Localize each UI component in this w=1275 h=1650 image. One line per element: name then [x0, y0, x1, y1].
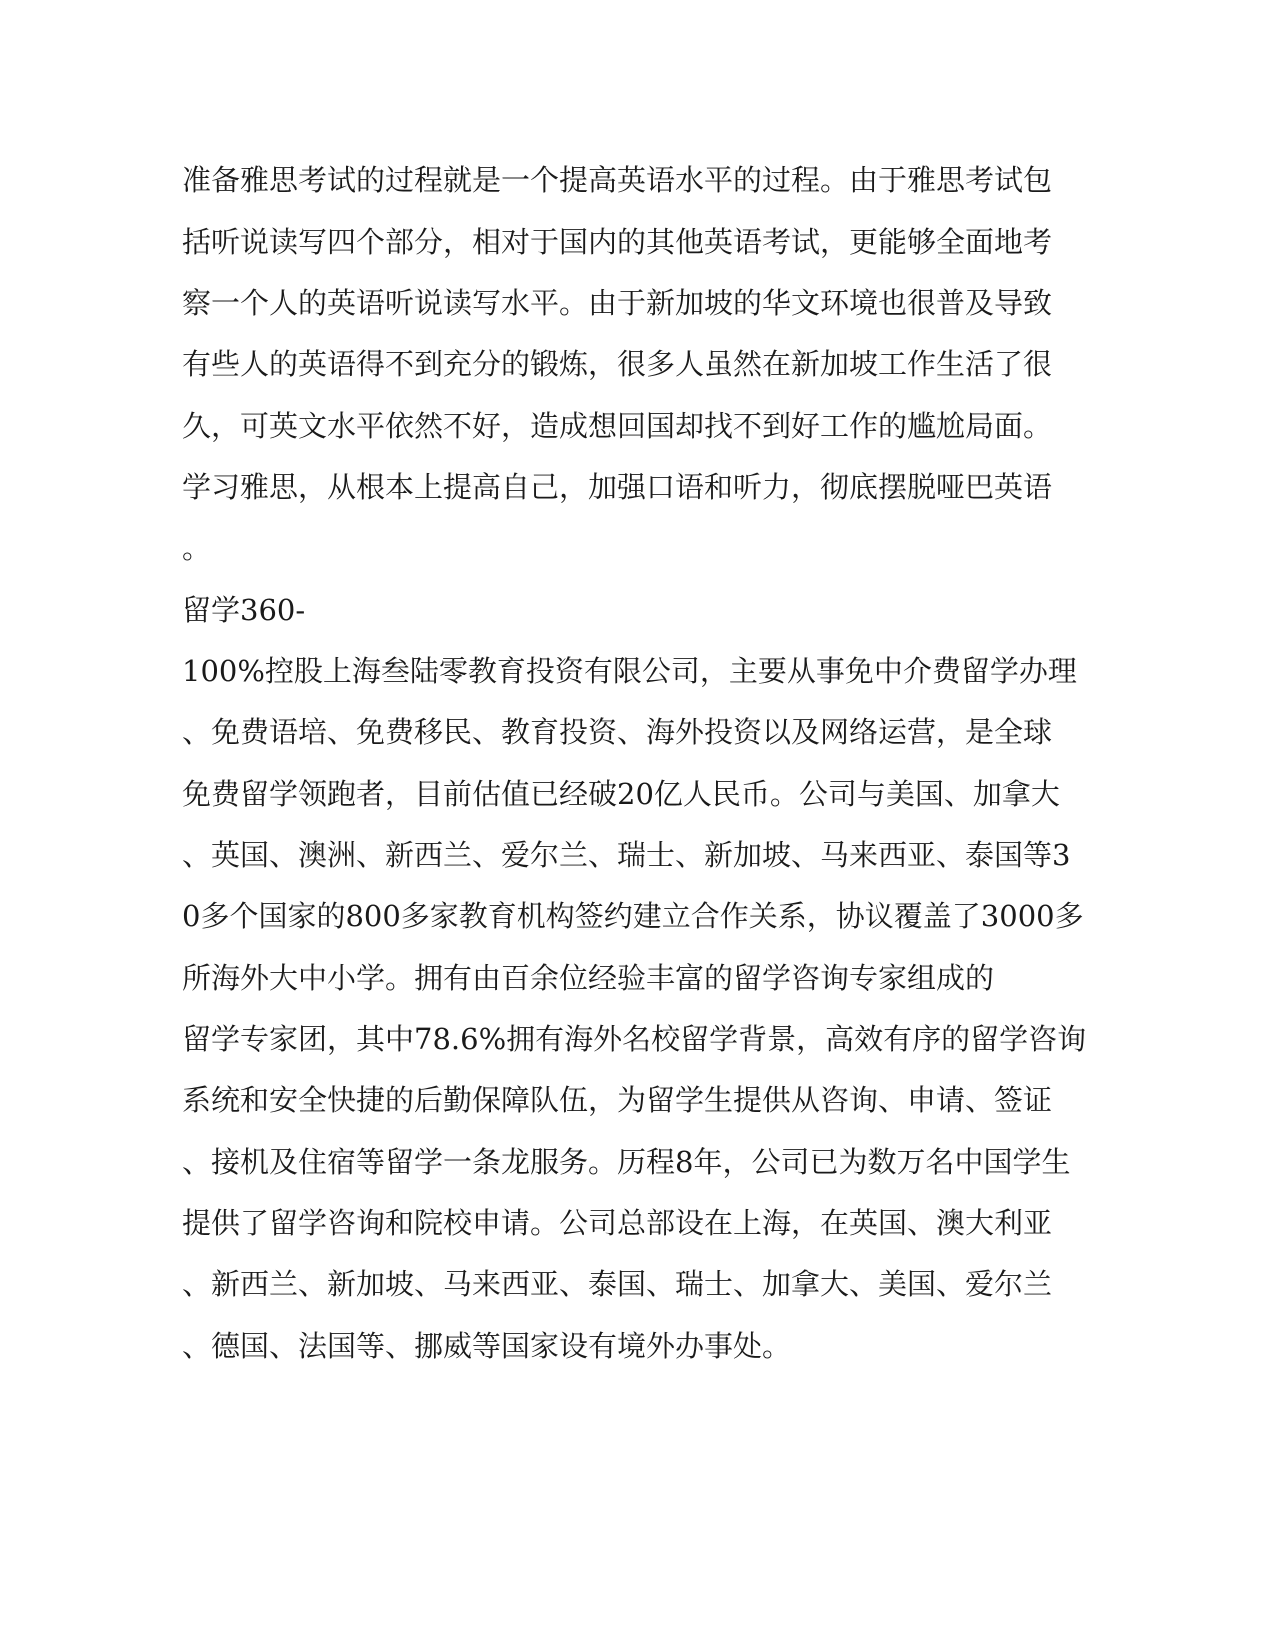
body-text-line: 。: [182, 531, 212, 565]
body-text-line: 有些人的英语得不到充分的锻炼，很多人虽然在新加坡工作生活了很: [182, 347, 1053, 381]
body-text-line: 、免费语培、免费移民、教育投资、海外投资以及网络运营，是全球: [182, 715, 1053, 749]
body-text-line: 察一个人的英语听说读写水平。由于新加坡的华文环境也很普及导致: [182, 286, 1053, 320]
body-text-line: 所海外大中小学。拥有由百余位经验丰富的留学咨询专家组成的: [182, 961, 995, 995]
section-heading: 留学360-: [182, 593, 306, 627]
body-text-line: 、英国、澳洲、新西兰、爱尔兰、瑞士、新加坡、马来西亚、泰国等3: [182, 838, 1071, 872]
body-text-line: 、接机及住宿等留学一条龙服务。历程8年，公司已为数万名中国学生: [182, 1145, 1071, 1179]
body-text-line: 学习雅思，从根本上提高自己，加强口语和听力，彻底摆脱哑巴英语: [182, 470, 1053, 504]
body-text-line: 免费留学领跑者，目前估值已经破20亿人民币。公司与美国、加拿大: [182, 777, 1060, 811]
body-text-line: 100%控股上海叁陆零教育投资有限公司，主要从事免中介费留学办理: [182, 654, 1077, 688]
body-text-line: 、新西兰、新加坡、马来西亚、泰国、瑞士、加拿大、美国、爱尔兰: [182, 1267, 1053, 1301]
body-text-line: 准备雅思考试的过程就是一个提高英语水平的过程。由于雅思考试包: [182, 163, 1053, 197]
body-text-line: 0多个国家的800多家教育机构签约建立合作关系，协议覆盖了3000多: [182, 899, 1084, 933]
body-text-line: 提供了留学咨询和院校申请。公司总部设在上海，在英国、澳大利亚: [182, 1206, 1053, 1240]
body-text-line: 系统和安全快捷的后勤保障队伍，为留学生提供从咨询、申请、签证: [182, 1083, 1053, 1117]
body-text-line: 、德国、法国等、挪威等国家设有境外办事处。: [182, 1329, 792, 1363]
body-text-line: 留学专家团，其中78.6%拥有海外名校留学背景，高效有序的留学咨询: [182, 1022, 1087, 1056]
body-text-line: 久，可英文水平依然不好，造成想回国却找不到好工作的尴尬局面。: [182, 409, 1053, 443]
body-text-line: 括听说读写四个部分，相对于国内的其他英语考试，更能够全面地考: [182, 225, 1053, 259]
